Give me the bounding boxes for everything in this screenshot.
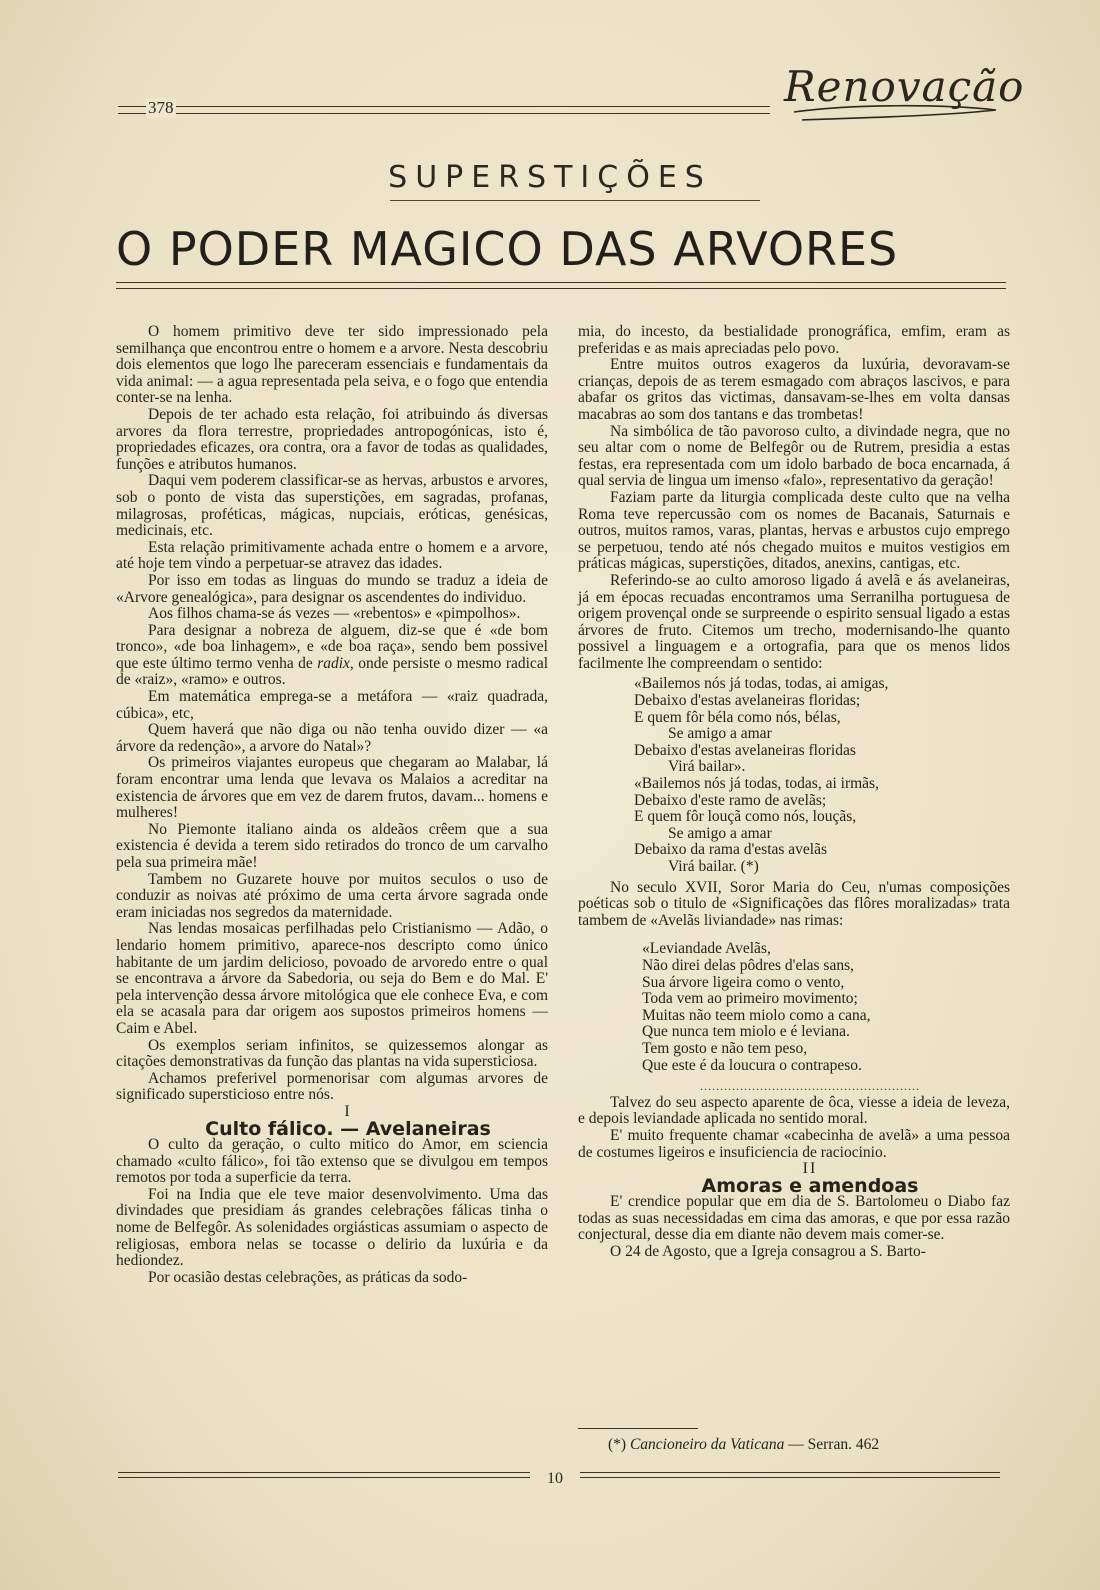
paragraph: Talvez do seu aspecto aparente de ôca, viesse a ideia de leveza, e depois leviandade aplicada no sentido moral. <box>578 1093 1010 1128</box>
page-number: 378 <box>148 98 174 117</box>
section-heading: Amoras e amendoas <box>701 1174 919 1197</box>
verse-line: E quem fôr louçã como nós, louçãs, <box>634 808 857 826</box>
paragraph: No seculo XVII, Soror Maria do Ceu, n'umas composições poéticas sob o titulo de «Significações das flôres moralizadas» trata tambem de «Avelãs liviandade» nas rimas: <box>578 878 1010 929</box>
section-heading: Culto fálico. — Avelaneiras <box>205 1117 491 1140</box>
dotted-separator: ....................................................... <box>700 1079 920 1094</box>
paragraph: Faziam parte da liturgia complicada deste culto que na velha Roma teve repercussão com os nomes de Bacanais, Saturnais e outros, muitos ramos, varas, plantas, hervas e arbustos cujo emprego se perpetuou, tendo até nós chegado muitos e muitos vestigios em práticas mágicas, superstições, ditados, anexins, cantigas, etc. <box>578 488 1010 573</box>
verse-line: Virá bailar. (*) <box>668 858 759 875</box>
paragraph <box>116 623 548 689</box>
paragraph: E' crendice popular que em dia de S. Bartolomeu o Diabo faz todas as suas necessidadas em cima das amoras, e que por essa razão conjectural, desse dia em diante não devem mais comer-se. <box>578 1193 1010 1244</box>
verse-line: Debaixo da rama d'estas avelãs <box>634 841 828 859</box>
paragraph: Foi na India que ele teve maior desenvolvimento. Uma das divindades que presidiam ás grandes celebrações fálicas tinha o nome de Belfegôr. As solenidades orgiásticas assumiam o aspecto de religiosas, embora nelas se tocasse o delirio da luxúria e da hediondez. <box>116 1185 548 1270</box>
verse-line: Se amigo a amar <box>668 725 772 743</box>
folio-number: 10 <box>547 1470 563 1487</box>
paragraph: Os exemplos seriam infinitos, se quizessemos alongar as citações demonstrativas da função das plantas na vida supersticiosa. <box>116 1036 548 1071</box>
verse-line: «Leviandade Avelãs, <box>642 940 771 958</box>
footnote-rule <box>578 1428 698 1429</box>
paragraph: Por isso em todas as linguas do mundo se traduz a ideia de «Arvore genealógica», para designar os ascendentes do individuo. <box>116 571 548 606</box>
verse-line: E quem fôr béla como nós, bélas, <box>634 708 841 726</box>
verse-line: Muitas não teem miolo como a cana, <box>642 1006 871 1024</box>
footer-rule-right <box>580 1472 1000 1478</box>
header-rule-left <box>118 106 770 114</box>
verse-line: Que nunca tem miolo e é leviana. <box>642 1023 850 1041</box>
paragraph: mia, do incesto, da bestialidade pronográfica, emfim, eram as preferidas e as mais apreciadas pelo povo. <box>578 323 1010 357</box>
verse-line: Tem gosto e não tem peso, <box>642 1039 808 1057</box>
verse-line: «Bailemos nós já todas, todas, ai irmãs, <box>634 775 879 793</box>
masthead-logo <box>784 62 1025 126</box>
title-rule <box>116 282 1006 289</box>
paragraph: O culto da geração, o culto mitico do Amor, em sciencia chamado «culto fálico», foi tão extenso que se divulgou em tempos remotos por toda a superficie da terra. <box>116 1136 548 1187</box>
paragraph: No Piemonte italiano ainda os aldeãos crêem que a sua existencia é devida a terem sido retirados do tronco de um carvalho pela sua primeira mãe! <box>116 820 548 871</box>
verse-line: Não direi delas pôdres d'elas sans, <box>642 956 854 974</box>
verse-line: Sua árvore ligeira como o vento, <box>642 973 845 991</box>
verse-line: Debaixo d'estas avelaneiras floridas <box>634 741 856 759</box>
verse-serranilha <box>578 676 1010 875</box>
verse-line: Debaixo d'este ramo de avelãs; <box>634 791 827 809</box>
verse-line: Que este é da loucura o contrapeso. <box>642 1056 862 1074</box>
paragraph: Nas lendas mosaicas perfilhadas pelo Cristianismo — Adão, o lendario homem primitivo, aparece-nos descripto como único habitante de um jardim delicioso, povoado de arvoredo entre o qual se encontrava a árvore da Sabedoria, ou seja do Bem e do Mal. E' pela intervenção dessa árvore mitológica que ele conhece Eva, e com ela se acasala para dar origem aos supostos primeiros homens — Caim e Abel. <box>116 920 548 1037</box>
verse-line: Virá bailar». <box>668 758 746 776</box>
verse-line: Se amigo a amar <box>668 824 772 842</box>
paragraph-text: Para designar a nobreza de alguem, diz-se que é «de bom tronco», «de boa linhagem», e «de boa raça», sendo bem possivel que este último termo venha de <box>116 621 548 672</box>
paragraph: Quem haverá que não diga ou não tenha ouvido dizer — «a árvore da redenção», a arvore do Natal»? <box>116 721 548 755</box>
kicker-rule <box>390 200 760 201</box>
verse-line: Toda vem ao primeiro movimento; <box>642 990 858 1008</box>
verse-soror-maria <box>578 941 1010 1074</box>
paragraph-text: , onde persiste o mesmo radical de «raiz», «ramo» e outros. <box>116 654 549 689</box>
paragraph: Por ocasião destas celebrações, as práticas da sodo- <box>148 1268 468 1286</box>
verse-line: Debaixo d'estas avelaneiras floridas; <box>634 692 861 710</box>
paragraph: E' muito frequente chamar «cabecinha de avelã» a uma pessoa de costumes ligeiros e insuficiencia de raciocinio. <box>578 1126 1010 1161</box>
footnote-rest: — Serran. 462 <box>784 1436 880 1453</box>
paragraph: Depois de ter achado esta relação, foi atribuindo ás diversas arvores da flora terrestre, propriedades antropogónicas, isto é, propriedades eficazes, ora contra, ora a favor de todas as qualidades, funções e atributos humanos. <box>116 405 548 473</box>
article-title: O PODER MAGICO DAS ARVORES <box>116 222 899 276</box>
section-number: I <box>344 1102 352 1120</box>
paragraph: Na simbólica de tão pavoroso culto, a divindade negra, que no seu altar com o nome de Belfegôr ou de Rutrem, presidia a estas festas, era representada com um idolo barbado de boca encarnada, á qual servia de lingua um imenso «falo», representativo da geração! <box>578 422 1010 490</box>
paragraph: Esta relação primitivamente achada entre o homem e a arvore, até hoje tem vindo a perpetuar-se atravez das idades. <box>116 538 548 573</box>
paragraph: O 24 de Agosto, que a Igreja consagrou a S. Barto- <box>610 1243 926 1261</box>
section-kicker: SUPERSTIÇÕES <box>388 160 712 195</box>
paragraph: Tambem no Guzarete houve por muitos seculos o uso de conduzir as noivas até próximo de uma certa árvore sagrada onde eram iniciadas nos segredos da maternidade. <box>116 870 548 921</box>
masthead-swash-icon <box>792 102 998 122</box>
right-column <box>578 324 1010 1261</box>
footnote-source: Cancioneiro da Vaticana <box>629 1436 785 1453</box>
paragraph: Os primeiros viajantes europeus que chegaram ao Malabar, lá foram encontrar uma lenda que levava os Malaios a acreditar na existencia de árvores que em vez de darem frutos, davam... homens e mulheres! <box>116 754 548 822</box>
verse-line: «Bailemos nós já todas, todas, ai amigas, <box>634 675 889 693</box>
footer-rule-left <box>118 1472 530 1478</box>
paragraph: Entre muitos outros exageros da luxúria, devoravam-se crianças, depois de as terem esmagado com abraços lascivos, e para abafar os gritos das victimas, dansavam-se-lhes em volta dansas macabras ao som dos tantans e das trombetas! <box>578 356 1010 423</box>
paragraph: O homem primitivo deve ter sido impressionado pela semilhança que encontrou entre o homem e a arvore. Nesta descobriu dois elementos que logo lhe pareceram essenciais e fundamentais da vida animal: — a agua representada pela seiva, e o fogo que entendia conter-se na lenha. <box>116 323 548 407</box>
paragraph: Achamos preferivel pormenorisar com algumas arvores de significado supersticioso entre nós. <box>116 1069 548 1104</box>
italic-term: radix <box>317 654 350 672</box>
footnote <box>608 1436 1008 1454</box>
paragraph: Em matemática emprega-se a metáfora — «raiz quadrada, cúbica», etc, <box>116 688 548 722</box>
paragraph: Aos filhos chama-se ás vezes — «rebentos» e «pimpolhos». <box>148 605 521 623</box>
left-column <box>116 324 548 1286</box>
section-number: II <box>802 1160 818 1178</box>
footnote-marker: (*) <box>608 1436 630 1453</box>
masthead-text: Renovação <box>784 62 1025 111</box>
paragraph: Daqui vem poderem classificar-se as hervas, arbustos e arvores, sob o ponto de vista das superstições, em sagradas, profanas, milagrosas, proféticas, mágicas, nupciais, eróticas, genésicas, medicinais, etc. <box>116 472 548 540</box>
paragraph: Referindo-se ao culto amoroso ligado á avelã e ás avelaneiras, já em épocas recuadas encontramos uma Serranilha portuguesa de origem provençal onde se surpreende o espirito sensual ligado a estas árvores de fruto. Citemos um trecho, modernisando-lhe quanto possivel a linguagem e a ortografia, para que os menos lidos facilmente lhe compreendam o sentido: <box>578 571 1010 672</box>
